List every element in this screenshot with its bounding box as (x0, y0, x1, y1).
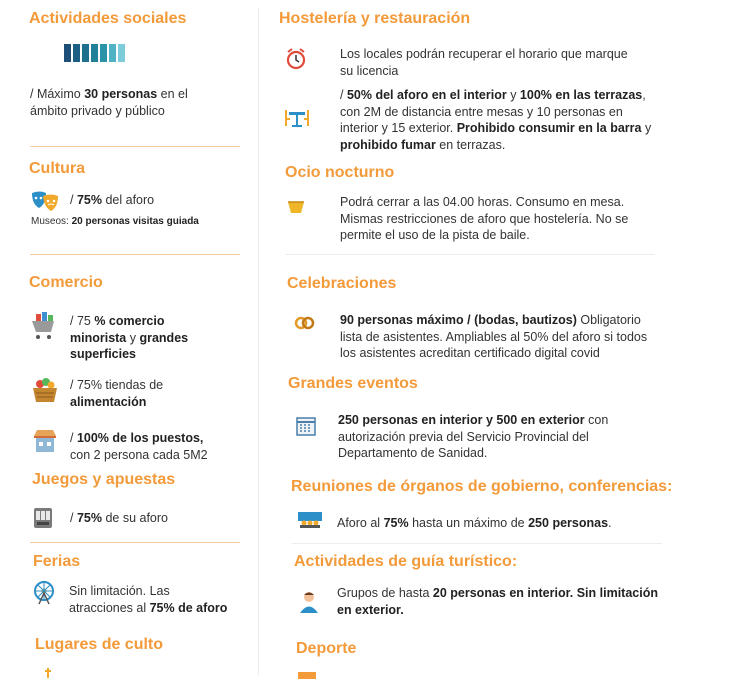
section-divider (30, 146, 240, 147)
tour-guide-icon (298, 590, 320, 619)
section-title-grandes-eventos: Grandes eventos (288, 375, 418, 392)
food-basket-icon (31, 376, 59, 409)
people-group-icon (64, 44, 127, 67)
section-title-actividades-sociales: Actividades sociales (29, 10, 187, 27)
hosteleria-aforo-text: / 50% del aforo en el interior y 100% en las terrazas, con 2M de distancia entre mesas y 10 personas en interior y 15 exterior. Prohibido consumir en la barra y prohibido fumar en terrazas. (340, 88, 652, 152)
shopping-cart-icon (30, 312, 58, 347)
section-title-ocio-nocturno: Ocio nocturno (285, 164, 395, 181)
market-stall-icon (32, 428, 58, 459)
section-title-comercio: Comercio (29, 274, 103, 291)
theater-masks-icon (30, 190, 60, 217)
column-divider (258, 8, 259, 675)
cultura-museos-text: Museos: 20 personas visitas guiada (31, 216, 199, 227)
section-divider (30, 542, 240, 543)
section-title-deporte: Deporte (296, 640, 357, 657)
sport-icon (298, 666, 316, 684)
restaurant-table-icon (285, 106, 309, 133)
section-title-ferias: Ferias (33, 553, 81, 570)
guia-turistico-text: Grupos de hasta 20 personas en interior. Sin limitación en exterior. (337, 586, 658, 617)
stadium-icon (296, 416, 316, 441)
cultura-aforo-text: / 75% del aforo (70, 193, 155, 207)
section-divider (30, 254, 240, 255)
ferias-text: Sin limitación. Las atracciones al 75% de aforo (69, 584, 228, 615)
comercio-puestos-text: / 100% de los puestos, con 2 persona cada 5M2 (70, 431, 208, 462)
reuniones-text: Aforo al 75% hasta un máximo de 250 personas. (337, 516, 612, 530)
wedding-rings-icon (293, 316, 317, 335)
section-title-hosteleria: Hostelería y restauración (279, 10, 471, 27)
ferris-wheel-icon (32, 580, 56, 611)
section-title-juegos-apuestas: Juegos y apuestas (32, 471, 176, 488)
ocio-nocturno-text: Podrá cerrar a las 04.00 horas. Consumo en mesa. Mismas restricciones de aforo que hostelería. No se permite el uso de la pista de baile. (340, 195, 629, 242)
church-icon (40, 665, 56, 683)
grandes-eventos-text: 250 personas en interior y 500 en exterior con autorización previa del Servicio Provincial del Departamento de Sanidad. (338, 413, 609, 460)
juegos-aforo-text: / 75% de su aforo (70, 511, 168, 525)
alarm-clock-icon (285, 48, 307, 75)
section-title-guia-turistico: Actividades de guía turístico: (294, 553, 518, 570)
section-title-cultura: Cultura (29, 160, 85, 177)
section-title-reuniones: Reuniones de órganos de gobierno, conferencias: (291, 478, 673, 495)
slot-machine-icon (34, 508, 52, 533)
section-title-celebraciones: Celebraciones (287, 275, 397, 292)
section-divider (285, 254, 655, 255)
cocktail-icon (287, 200, 305, 219)
section-divider (292, 543, 662, 544)
meeting-icon (298, 512, 322, 533)
celebraciones-text: 90 personas máximo / (bodas, bautizos) Obligatorio lista de asistentes. Ampliables al 50% del aforo si todos los asistentes acreditan certificado digital covid (340, 313, 648, 360)
section-title-lugares-culto: Lugares de culto (35, 636, 164, 653)
hosteleria-horario-text: Los locales podrán recuperar el horario que marque su licencia (340, 47, 628, 78)
comercio-alimentacion-text: / 75% tiendas de alimentación (70, 378, 164, 409)
actividades-sociales-text: / Máximo 30 personas en el ámbito privado y público (30, 87, 188, 118)
comercio-minorista-text: / 75 % comercio minorista y grandes superficies (70, 314, 189, 361)
